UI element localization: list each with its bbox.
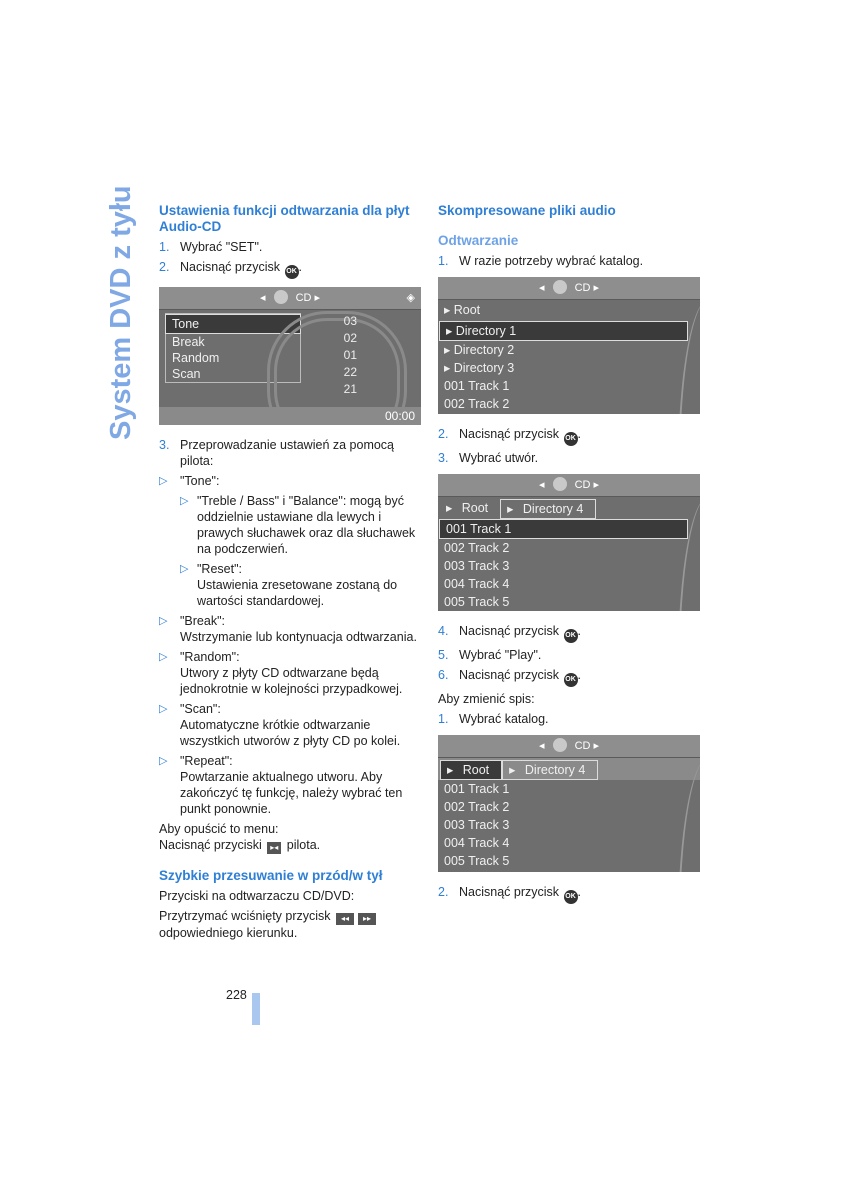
step: 2. Nacisnąć przycisk OK . — [438, 884, 700, 904]
rewind-icon: ◂◂ — [336, 913, 354, 925]
screen-header: ◂ CD ▸ ◈ — [159, 287, 421, 310]
list-item: 004 Track 4 — [444, 577, 510, 591]
track-screen — [438, 474, 700, 611]
time-bar — [159, 407, 421, 425]
step: 4. Nacisnąć przycisk OK . — [438, 623, 700, 643]
section-heading: Skompresowane pliki audio — [438, 203, 616, 218]
disc-icon — [553, 280, 567, 294]
list-item: 003 Track 3 — [444, 559, 510, 573]
side-title: System DVD z tyłu — [105, 185, 137, 440]
track-numbers: 03 02 01 22 21 — [343, 314, 357, 396]
breadcrumb — [438, 497, 700, 519]
list-item: 002 Track 2 — [444, 541, 510, 555]
ok-button-icon: OK — [564, 629, 578, 643]
screen-header: ◂ CD ▸ — [438, 474, 700, 497]
list-item: 001 Track 1 — [439, 519, 688, 539]
disc-icon — [553, 738, 567, 752]
page-number: 228 — [226, 988, 247, 1002]
step: 6. Nacisnąć przycisk OK . — [438, 667, 700, 687]
list-item: 004 Track 4 — [444, 836, 510, 850]
list-item: ▸ Directory 2 — [444, 343, 515, 357]
step: 1. Wybrać "SET". — [159, 240, 263, 254]
sub-option: ▷ "Treble / Bass" i "Balance": mogą być oddzielnie ustawiane dla lewych i prawych słuchawek oraz dla słuchawek na podczerwień. — [180, 494, 416, 556]
right-column — [438, 203, 700, 908]
directory-screen — [438, 277, 700, 414]
subsection-heading: Odtwarzanie — [438, 233, 519, 248]
menu-item: Break — [172, 335, 205, 349]
step: 3. Wybrać utwór. — [438, 451, 539, 465]
navigation-icon: ◈ — [406, 292, 415, 304]
breadcrumb-directory: ▸ Directory 4 — [502, 760, 598, 780]
sub-option: ▷ "Reset": Ustawienia zresetowane zostaną do wartości standardowej. — [180, 562, 398, 608]
list-item: 005 Track 5 — [444, 854, 510, 868]
paragraph: Przytrzymać wciśnięty przycisk ◂◂ ▸▸ odpowiedniego kierunku. — [159, 908, 421, 941]
option-item: ▷ "Break": Wstrzymanie lub kontynuacja odtwarzania. — [159, 614, 417, 644]
list-item: 002 Track 2 — [444, 397, 510, 411]
list-item: ▸ Directory 3 — [444, 361, 515, 375]
left-column — [159, 203, 421, 945]
ok-button-icon: OK — [564, 673, 578, 687]
fast-forward-icon: ▸▸ — [358, 913, 376, 925]
breadcrumb-directory: ▸ Directory 4 — [500, 499, 596, 519]
option-item: ▷ "Repeat": Powtarzanie aktualnego utworu. Aby zakończyć tę funkcję, należy wybrać ten punkt ponownie. — [159, 754, 403, 816]
step: 3. Przeprowadzanie ustawień za pomocą pilota: — [159, 438, 395, 468]
menu-item: Tone — [165, 314, 301, 334]
exit-text: Aby opuścić to menu: Nacisnąć przyciski ▸◂ pilota. — [159, 822, 321, 852]
directory-change-screen — [438, 735, 700, 872]
ok-button-icon: OK — [285, 265, 299, 279]
page-marker — [252, 993, 260, 1025]
paragraph: Przyciski na odtwarzaczu CD/DVD: — [159, 889, 355, 903]
ok-button-icon: OK — [564, 432, 578, 446]
disc-icon — [553, 477, 567, 491]
breadcrumb — [438, 758, 700, 780]
step: 5. Wybrać "Play". — [438, 648, 542, 662]
section-heading: Ustawienia funkcji odtwarzania dla płyt Audio-CD — [159, 203, 410, 234]
list-item: 002 Track 2 — [444, 800, 510, 814]
remote-buttons-icon: ▸◂ — [267, 842, 281, 854]
option-item: ▷ "Scan": Automatyczne krótkie odtwarzanie wszystkich utworów z płyty CD po kolei. — [159, 702, 401, 748]
screen-header: ◂ CD ▸ — [438, 735, 700, 758]
step: 1. W razie potrzeby wybrać katalog. — [438, 254, 644, 268]
section-heading: Szybkie przesuwanie w przód/w tył — [159, 868, 383, 883]
menu-item: Scan — [172, 367, 201, 381]
time-display: 00:00 — [384, 409, 415, 423]
list-item: 005 Track 5 — [444, 595, 510, 609]
paragraph: Aby zmienić spis: — [438, 692, 535, 706]
list-item: 003 Track 3 — [444, 818, 510, 832]
menu-item: Random — [172, 351, 220, 365]
option-item: ▷ "Random": Utwory z płyty CD odtwarzane będą jednokrotnie w kolejności przypadkowej. — [159, 650, 403, 696]
step: 2. Nacisnąć przycisk OK . — [438, 426, 700, 446]
disc-icon — [274, 290, 288, 304]
screen-header: ◂ CD ▸ — [438, 277, 700, 300]
breadcrumb-root: ▸ Root — [440, 760, 502, 780]
list-item: 001 Track 1 — [444, 379, 510, 393]
list-item: ▸ Root — [444, 303, 481, 317]
step: 1. Wybrać katalog. — [438, 712, 549, 726]
option-item: ▷ "Tone": — [159, 474, 220, 488]
list-item: 001 Track 1 — [444, 782, 510, 796]
cd-settings-screen — [159, 287, 421, 425]
ok-button-icon: OK — [564, 890, 578, 904]
list-item: ▸ Directory 1 — [439, 321, 688, 341]
breadcrumb-root: ▸ Root — [446, 501, 489, 515]
step: 2. Nacisnąć przycisk OK . — [159, 259, 421, 279]
